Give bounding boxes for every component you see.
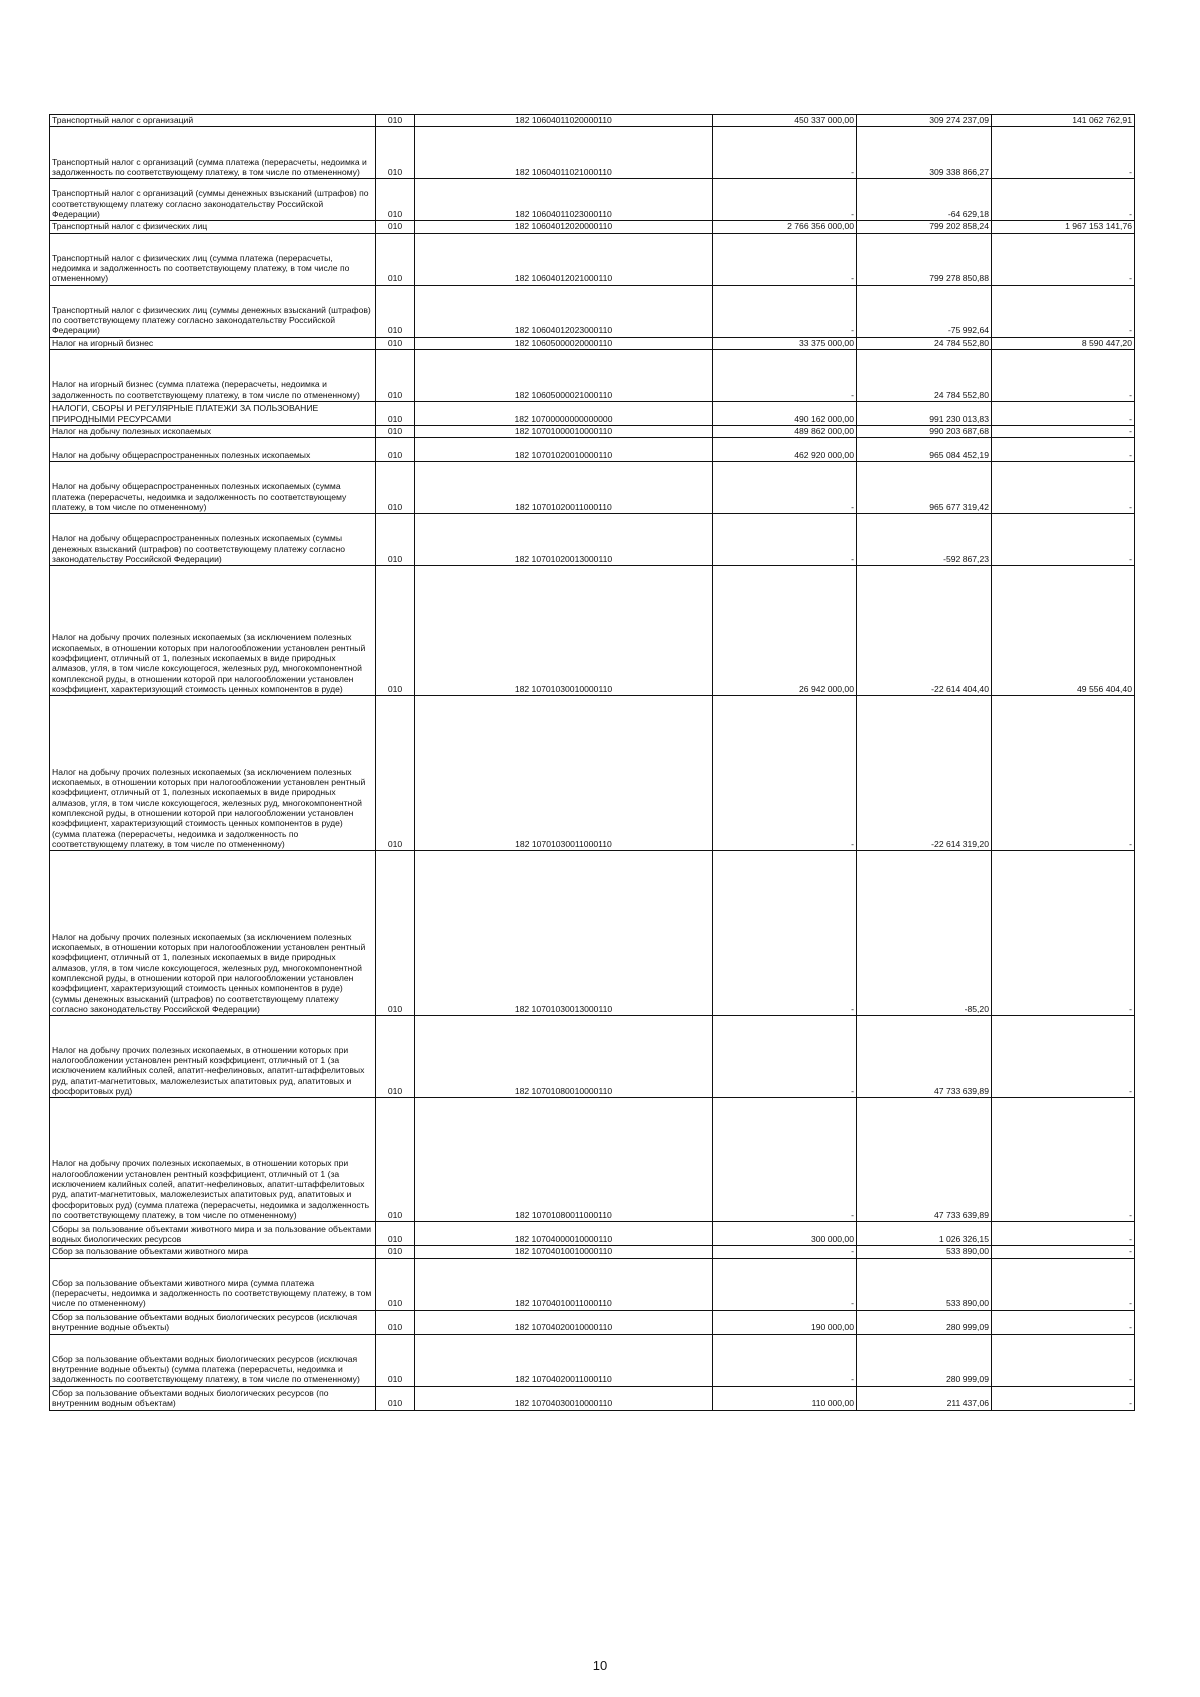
table-row [50, 233, 1135, 285]
row-name: Налог на добычу прочих полезных ископаемых (за исключением полезных ископаемых, в отношении которых при налогообложении установлен рентный коэффициент, отличный от 1, полезных ископаемых в виде природных алмазов, угля, в том числе коксующегося, железных руд, многокомпонентной комплексной руды, в отношении которой при налогообложении установлен коэффициент, характеризующий стоимость ценных компонентов в руде) (суммы денежных взысканий (штрафов) по соответствующему платежу согласно законодательству Российской Федерации) [50, 851, 376, 1016]
row-line-code: 010 [376, 566, 415, 696]
row-line-code: 010 [376, 696, 415, 851]
row-executed-amount: -75 992,64 [857, 285, 992, 337]
table-row [50, 696, 1135, 851]
row-approved-amount: - [713, 349, 857, 401]
row-line-code: 010 [376, 349, 415, 401]
row-unexecuted-amount: 1 967 153 141,76 [992, 221, 1135, 233]
row-executed-amount: 990 203 687,68 [857, 425, 992, 437]
row-name: Налог на добычу прочих полезных ископаемых, в отношении которых при налогообложении установлен рентный коэффициент, отличный от 1 (за исключением калийных солей, апатит-нефелиновых, апатит-штаффелитовых руд, апатит-магнетитовых, маложелезистых апатитовых руд, апатитовых и фосфоритовых руд) (сумма платежа (перерасчеты, недоимка и задолженность по соответствующему платежу, в том числе по отмененному) [50, 1098, 376, 1222]
row-name: Транспортный налог с организаций (суммы денежных взысканий (штрафов) по соответствующему платежу согласно законодательству Российской Федерации) [50, 179, 376, 221]
row-budget-code: 182 10604011023000110 [415, 179, 713, 221]
row-unexecuted-amount: - [992, 1222, 1135, 1246]
row-unexecuted-amount: - [992, 462, 1135, 514]
row-approved-amount: 33 375 000,00 [713, 337, 857, 349]
row-unexecuted-amount: - [992, 1386, 1135, 1410]
row-budget-code: 182 10704020011000110 [415, 1334, 713, 1386]
row-unexecuted-amount: - [992, 425, 1135, 437]
table-row [50, 115, 1135, 127]
row-executed-amount: -64 629,18 [857, 179, 992, 221]
row-unexecuted-amount: 8 590 447,20 [992, 337, 1135, 349]
row-unexecuted-amount: - [992, 438, 1135, 462]
row-executed-amount: -22 614 319,20 [857, 696, 992, 851]
row-name: Сборы за пользование объектами животного мира и за пользование объектами водных биологических ресурсов [50, 1222, 376, 1246]
row-executed-amount: 799 202 858,24 [857, 221, 992, 233]
table-row [50, 1310, 1135, 1334]
row-name: Налог на добычу полезных ископаемых [50, 425, 376, 437]
row-budget-code: 182 10604012023000110 [415, 285, 713, 337]
table-row [50, 349, 1135, 401]
row-name: Сбор за пользование объектами водных биологических ресурсов (исключая внутренние водные объекты) (сумма платежа (перерасчеты, недоимка и задолженность по соответствующему платежу, в том числе по отмененному) [50, 1334, 376, 1386]
row-approved-amount: - [713, 285, 857, 337]
row-line-code: 010 [376, 1222, 415, 1246]
row-approved-amount: 462 920 000,00 [713, 438, 857, 462]
row-name: Транспортный налог с физических лиц (суммы денежных взысканий (штрафов) по соответствующему платежу согласно законодательству Российской Федерации) [50, 285, 376, 337]
row-approved-amount: 300 000,00 [713, 1222, 857, 1246]
table-row [50, 1222, 1135, 1246]
row-executed-amount: -85,20 [857, 851, 992, 1016]
row-budget-code: 182 10701080010000110 [415, 1016, 713, 1098]
table-row [50, 285, 1135, 337]
row-approved-amount: - [713, 127, 857, 179]
table-row [50, 337, 1135, 349]
table-row [50, 1334, 1135, 1386]
row-line-code: 010 [376, 1386, 415, 1410]
row-budget-code: 182 10604012021000110 [415, 233, 713, 285]
row-executed-amount: 47 733 639,89 [857, 1098, 992, 1222]
row-approved-amount: - [713, 851, 857, 1016]
row-budget-code: 182 10701020010000110 [415, 438, 713, 462]
row-executed-amount: 24 784 552,80 [857, 337, 992, 349]
table-row [50, 462, 1135, 514]
row-budget-code: 182 10704000010000110 [415, 1222, 713, 1246]
table-row [50, 1258, 1135, 1310]
table-body [50, 115, 1135, 1411]
row-approved-amount: 489 862 000,00 [713, 425, 857, 437]
row-name: Налог на добычу общераспространенных полезных ископаемых [50, 438, 376, 462]
row-unexecuted-amount: - [992, 1334, 1135, 1386]
row-line-code: 010 [376, 462, 415, 514]
row-budget-code: 182 10701030013000110 [415, 851, 713, 1016]
row-budget-code: 182 10704010010000110 [415, 1246, 713, 1258]
row-unexecuted-amount: - [992, 851, 1135, 1016]
row-approved-amount: 450 337 000,00 [713, 115, 857, 127]
row-approved-amount: - [713, 1246, 857, 1258]
row-line-code: 010 [376, 1310, 415, 1334]
row-approved-amount: - [713, 1334, 857, 1386]
row-name: Налог на добычу прочих полезных ископаемых (за исключением полезных ископаемых, в отношении которых при налогообложении установлен рентный коэффициент, отличный от 1, полезных ископаемых в виде природных алмазов, угля, в том числе коксующегося, железных руд, многокомпонентной комплексной руды, в отношении которой при налогообложении установлен коэффициент, характеризующий стоимость ценных компонентов в руде) (сумма платежа (перерасчеты, недоимка и задолженность по соответствующему платежу, в том числе по отмененному) [50, 696, 376, 851]
row-budget-code: 182 10701000010000110 [415, 425, 713, 437]
row-line-code: 010 [376, 425, 415, 437]
row-name: Налог на добычу общераспространенных полезных ископаемых (сумма платежа (перерасчеты, недоимка и задолженность по соответствующему платежу, в том числе по отмененному) [50, 462, 376, 514]
row-unexecuted-amount: - [992, 1258, 1135, 1310]
row-unexecuted-amount: 49 556 404,40 [992, 566, 1135, 696]
row-line-code: 010 [376, 1016, 415, 1098]
row-unexecuted-amount: - [992, 233, 1135, 285]
table-row [50, 514, 1135, 566]
row-name: Налог на добычу прочих полезных ископаемых, в отношении которых при налогообложении установлен рентный коэффициент, отличный от 1 (за исключением калийных солей, апатит-нефелиновых, апатит-штаффелитовых руд, апатит-магнетитовых, маложелезистых апатитовых руд, апатитовых и фосфоритовых руд) [50, 1016, 376, 1098]
row-approved-amount: 190 000,00 [713, 1310, 857, 1334]
row-line-code: 010 [376, 438, 415, 462]
row-line-code: 010 [376, 851, 415, 1016]
row-executed-amount: -592 867,23 [857, 514, 992, 566]
row-executed-amount: 24 784 552,80 [857, 349, 992, 401]
row-approved-amount: - [713, 1016, 857, 1098]
row-line-code: 010 [376, 1098, 415, 1222]
row-approved-amount: 26 942 000,00 [713, 566, 857, 696]
row-budget-code: 182 10704010011000110 [415, 1258, 713, 1310]
row-line-code: 010 [376, 1334, 415, 1386]
row-unexecuted-amount: - [992, 401, 1135, 425]
row-line-code: 010 [376, 233, 415, 285]
row-budget-code: 182 10605000020000110 [415, 337, 713, 349]
row-approved-amount: 2 766 356 000,00 [713, 221, 857, 233]
row-unexecuted-amount: - [992, 127, 1135, 179]
row-line-code: 010 [376, 1258, 415, 1310]
row-unexecuted-amount: - [992, 285, 1135, 337]
row-approved-amount: 490 162 000,00 [713, 401, 857, 425]
table-row [50, 1246, 1135, 1258]
row-unexecuted-amount: - [992, 1310, 1135, 1334]
row-budget-code: 182 10704020010000110 [415, 1310, 713, 1334]
row-budget-code: 182 10700000000000000 [415, 401, 713, 425]
row-line-code: 010 [376, 285, 415, 337]
row-line-code: 010 [376, 401, 415, 425]
row-line-code: 010 [376, 514, 415, 566]
row-budget-code: 182 10704030010000110 [415, 1386, 713, 1410]
row-name: Транспортный налог с физических лиц (сумма платежа (перерасчеты, недоимка и задолженность по соответствующему платежу, в том числе по отмененному) [50, 233, 376, 285]
row-budget-code: 182 10701020011000110 [415, 462, 713, 514]
revenue-table [49, 114, 1135, 1411]
row-name: Сбор за пользование объектами водных биологических ресурсов (по внутренним водным объектам) [50, 1386, 376, 1410]
row-approved-amount: - [713, 179, 857, 221]
table-row [50, 1098, 1135, 1222]
row-line-code: 010 [376, 115, 415, 127]
table-row [50, 851, 1135, 1016]
table-row [50, 438, 1135, 462]
row-unexecuted-amount: - [992, 696, 1135, 851]
row-executed-amount: 211 437,06 [857, 1386, 992, 1410]
row-approved-amount: - [713, 462, 857, 514]
page-number: 10 [592, 1658, 608, 1673]
row-name: Сбор за пользование объектами водных биологических ресурсов (исключая внутренние водные объекты) [50, 1310, 376, 1334]
row-name: Налог на игорный бизнес [50, 337, 376, 349]
row-budget-code: 182 10604012020000110 [415, 221, 713, 233]
row-budget-code: 182 10701080011000110 [415, 1098, 713, 1222]
row-executed-amount: 1 026 326,15 [857, 1222, 992, 1246]
row-executed-amount: 991 230 013,83 [857, 401, 992, 425]
row-name: Транспортный налог с организаций (сумма платежа (перерасчеты, недоимка и задолженность по соответствующему платежу, в том числе по отмененному) [50, 127, 376, 179]
row-executed-amount: 47 733 639,89 [857, 1016, 992, 1098]
row-budget-code: 182 10605000021000110 [415, 349, 713, 401]
row-name: Транспортный налог с организаций [50, 115, 376, 127]
row-unexecuted-amount: - [992, 1246, 1135, 1258]
row-line-code: 010 [376, 1246, 415, 1258]
row-name: Сбор за пользование объектами животного мира [50, 1246, 376, 1258]
row-executed-amount: 965 677 319,42 [857, 462, 992, 514]
row-name: Налог на добычу общераспространенных полезных ископаемых (суммы денежных взысканий (штрафов) по соответствующему платежу согласно законодательству Российской Федерации) [50, 514, 376, 566]
row-executed-amount: 309 274 237,09 [857, 115, 992, 127]
row-budget-code: 182 10604011021000110 [415, 127, 713, 179]
row-unexecuted-amount: - [992, 514, 1135, 566]
row-name: Налог на добычу прочих полезных ископаемых (за исключением полезных ископаемых, в отношении которых при налогообложении установлен рентный коэффициент, отличный от 1, полезных ископаемых в виде природных алмазов, угля, в том числе коксующегося, железных руд, многокомпонентной комплексной руды, в отношении которой при налогообложении установлен коэффициент, характеризующий стоимость ценных компонентов в руде) [50, 566, 376, 696]
row-approved-amount: - [713, 514, 857, 566]
row-approved-amount: - [713, 1258, 857, 1310]
table-row [50, 179, 1135, 221]
row-executed-amount: 280 999,09 [857, 1334, 992, 1386]
row-executed-amount: -22 614 404,40 [857, 566, 992, 696]
row-line-code: 010 [376, 337, 415, 349]
row-budget-code: 182 10604011020000110 [415, 115, 713, 127]
row-name: Транспортный налог с физических лиц [50, 221, 376, 233]
table-row [50, 127, 1135, 179]
table-row [50, 1386, 1135, 1410]
row-executed-amount: 799 278 850,88 [857, 233, 992, 285]
table-row [50, 566, 1135, 696]
row-line-code: 010 [376, 221, 415, 233]
row-unexecuted-amount: 141 062 762,91 [992, 115, 1135, 127]
row-unexecuted-amount: - [992, 179, 1135, 221]
row-name: Сбор за пользование объектами животного мира (сумма платежа (перерасчеты, недоимка и задолженность по соответствующему платежу, в том числе по отмененному) [50, 1258, 376, 1310]
row-executed-amount: 533 890,00 [857, 1246, 992, 1258]
row-unexecuted-amount: - [992, 1016, 1135, 1098]
table-row [50, 425, 1135, 437]
row-approved-amount: 110 000,00 [713, 1386, 857, 1410]
row-unexecuted-amount: - [992, 349, 1135, 401]
row-name: Налог на игорный бизнес (сумма платежа (перерасчеты, недоимка и задолженность по соответствующему платежу, в том числе по отмененному) [50, 349, 376, 401]
row-executed-amount: 309 338 866,27 [857, 127, 992, 179]
table-row [50, 1016, 1135, 1098]
row-approved-amount: - [713, 696, 857, 851]
row-budget-code: 182 10701020013000110 [415, 514, 713, 566]
row-approved-amount: - [713, 1098, 857, 1222]
table-row [50, 401, 1135, 425]
row-executed-amount: 533 890,00 [857, 1258, 992, 1310]
row-line-code: 010 [376, 179, 415, 221]
row-name: НАЛОГИ, СБОРЫ И РЕГУЛЯРНЫЕ ПЛАТЕЖИ ЗА ПОЛЬЗОВАНИЕ ПРИРОДНЫМИ РЕСУРСАМИ [50, 401, 376, 425]
row-executed-amount: 280 999,09 [857, 1310, 992, 1334]
row-budget-code: 182 10701030011000110 [415, 696, 713, 851]
row-budget-code: 182 10701030010000110 [415, 566, 713, 696]
row-unexecuted-amount: - [992, 1098, 1135, 1222]
row-approved-amount: - [713, 233, 857, 285]
row-line-code: 010 [376, 127, 415, 179]
table-row [50, 221, 1135, 233]
row-executed-amount: 965 084 452,19 [857, 438, 992, 462]
